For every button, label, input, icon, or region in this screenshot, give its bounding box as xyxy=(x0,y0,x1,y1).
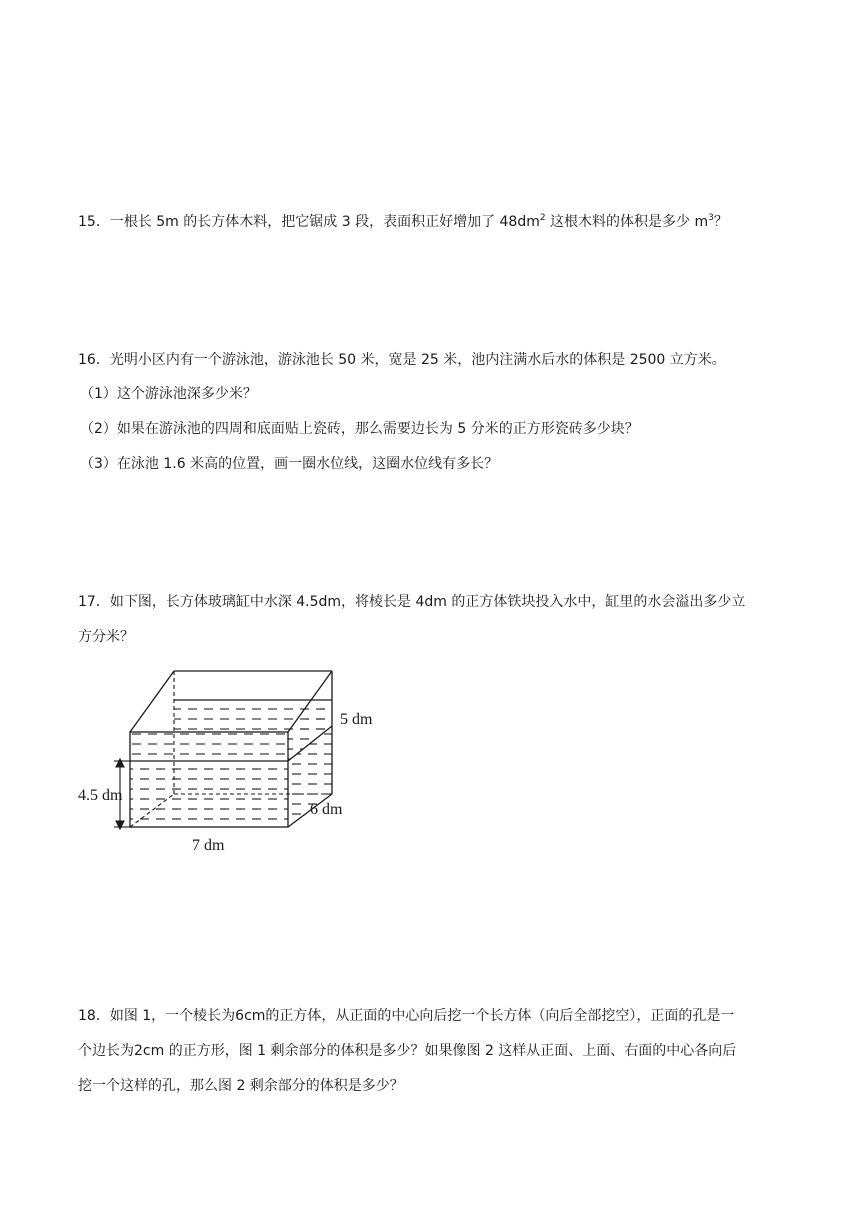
question-15-text-a: 15．一根长 5m 的长方体木料，把它锯成 3 段，表面积正好增加了 48dm xyxy=(78,214,540,230)
glass-tank-diagram xyxy=(74,664,394,864)
question-15 xyxy=(78,212,728,232)
question-17-line-1: 17．如下图，长方体玻璃缸中水深 4.5dm，将棱长是 4dm 的正方体铁块投入水中，缸里的水会溢出多少立 xyxy=(78,594,746,610)
water-region xyxy=(130,700,332,827)
question-15-sup-b: 3 xyxy=(708,213,714,223)
label-4-5dm: 4.5 dm xyxy=(78,787,123,804)
question-15-text-b: 这根木料的体积是多少 m xyxy=(545,214,709,230)
question-16-sub-2: （2）如果在游泳池的四周和底面贴上瓷砖，那么需要边长为 5 分米的正方形瓷砖多少块？ xyxy=(80,421,639,437)
question-18-line-2: 个边长为2cm 的正方形，图 1 剩余部分的体积是多少？如果像图 2 这样从正面、上面、右面的中心各向后 xyxy=(78,1043,737,1059)
question-16-sub-1: （1）这个游泳池深多少米？ xyxy=(80,386,257,402)
question-18-line-3: 挖一个这样的孔，那么图 2 剩余部分的体积是多少？ xyxy=(78,1078,404,1094)
question-16-sub-3: （3）在泳池 1.6 米高的位置，画一圈水位线，这圈水位线有多长？ xyxy=(80,456,499,472)
question-16-stem: 16．光明小区内有一个游泳池，游泳池长 50 米，宽是 25 米，池内注满水后水的体积是 2500 立方米。 xyxy=(78,352,726,368)
label-5dm: 5 dm xyxy=(340,711,373,728)
label-7dm: 7 dm xyxy=(192,837,225,854)
question-15-text-c: ？ xyxy=(713,214,728,230)
tank-figure xyxy=(74,664,394,864)
question-15-sup-a: 2 xyxy=(539,213,546,223)
question-17-line-2: 方分米？ xyxy=(78,629,134,645)
question-18-line-1: 18．如图 1，一个棱长为6cm的正方体，从正面的中心向后挖一个长方体（向后全部挖空），正面的孔是一 xyxy=(78,1008,735,1024)
label-6dm: 6 dm xyxy=(310,801,343,818)
